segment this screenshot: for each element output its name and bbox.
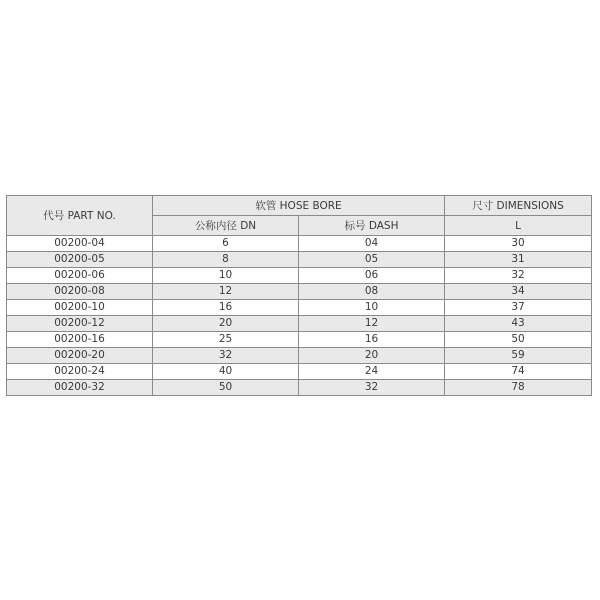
table-row (7, 316, 592, 332)
length-cell: 37 (445, 300, 592, 316)
part-no-cell: 00200-20 (7, 348, 153, 364)
dash-cell: 12 (299, 316, 445, 332)
dash-cell: 16 (299, 332, 445, 348)
part-no-cell: 00200-10 (7, 300, 153, 316)
length-cell: 31 (445, 252, 592, 268)
dn-cell: 32 (153, 348, 299, 364)
length-header: L (445, 216, 592, 236)
length-cell: 74 (445, 364, 592, 380)
table-row (7, 348, 592, 364)
part-no-cell: 00200-32 (7, 380, 153, 396)
dn-cell: 6 (153, 236, 299, 252)
dash-cell: 06 (299, 268, 445, 284)
dash-cell: 32 (299, 380, 445, 396)
part-no-cell: 00200-08 (7, 284, 153, 300)
dash-cell: 05 (299, 252, 445, 268)
part-no-cell: 00200-05 (7, 252, 153, 268)
length-cell: 30 (445, 236, 592, 252)
dn-cell: 10 (153, 268, 299, 284)
table-row (7, 236, 592, 252)
part-no-cell: 00200-04 (7, 236, 153, 252)
length-cell: 43 (445, 316, 592, 332)
part-no-cell: 00200-12 (7, 316, 153, 332)
table-row (7, 252, 592, 268)
table-header (7, 196, 592, 236)
part-no-cell: 00200-16 (7, 332, 153, 348)
table-row (7, 364, 592, 380)
dn-cell: 25 (153, 332, 299, 348)
length-cell: 32 (445, 268, 592, 284)
dn-cell: 20 (153, 316, 299, 332)
header-row-top (7, 196, 592, 216)
dn-cell: 40 (153, 364, 299, 380)
part-no-header: 代号 PART NO. (7, 196, 153, 236)
table-row (7, 380, 592, 396)
table-row (7, 284, 592, 300)
dash-cell: 04 (299, 236, 445, 252)
table-row (7, 268, 592, 284)
dash-cell: 10 (299, 300, 445, 316)
table-body (7, 236, 592, 396)
length-cell: 59 (445, 348, 592, 364)
dn-header: 公称内径 DN (153, 216, 299, 236)
length-cell: 34 (445, 284, 592, 300)
table-row (7, 332, 592, 348)
length-cell: 50 (445, 332, 592, 348)
dash-cell: 08 (299, 284, 445, 300)
dash-cell: 20 (299, 348, 445, 364)
dn-cell: 16 (153, 300, 299, 316)
part-no-cell: 00200-06 (7, 268, 153, 284)
dn-cell: 12 (153, 284, 299, 300)
dash-cell: 24 (299, 364, 445, 380)
dn-cell: 50 (153, 380, 299, 396)
parts-spec-table (6, 195, 592, 396)
dn-cell: 8 (153, 252, 299, 268)
table-row (7, 300, 592, 316)
dash-header: 标号 DASH (299, 216, 445, 236)
part-no-cell: 00200-24 (7, 364, 153, 380)
dimensions-header: 尺寸 DIMENSIONS (445, 196, 592, 216)
length-cell: 78 (445, 380, 592, 396)
hose-bore-header: 软管 HOSE BORE (153, 196, 445, 216)
